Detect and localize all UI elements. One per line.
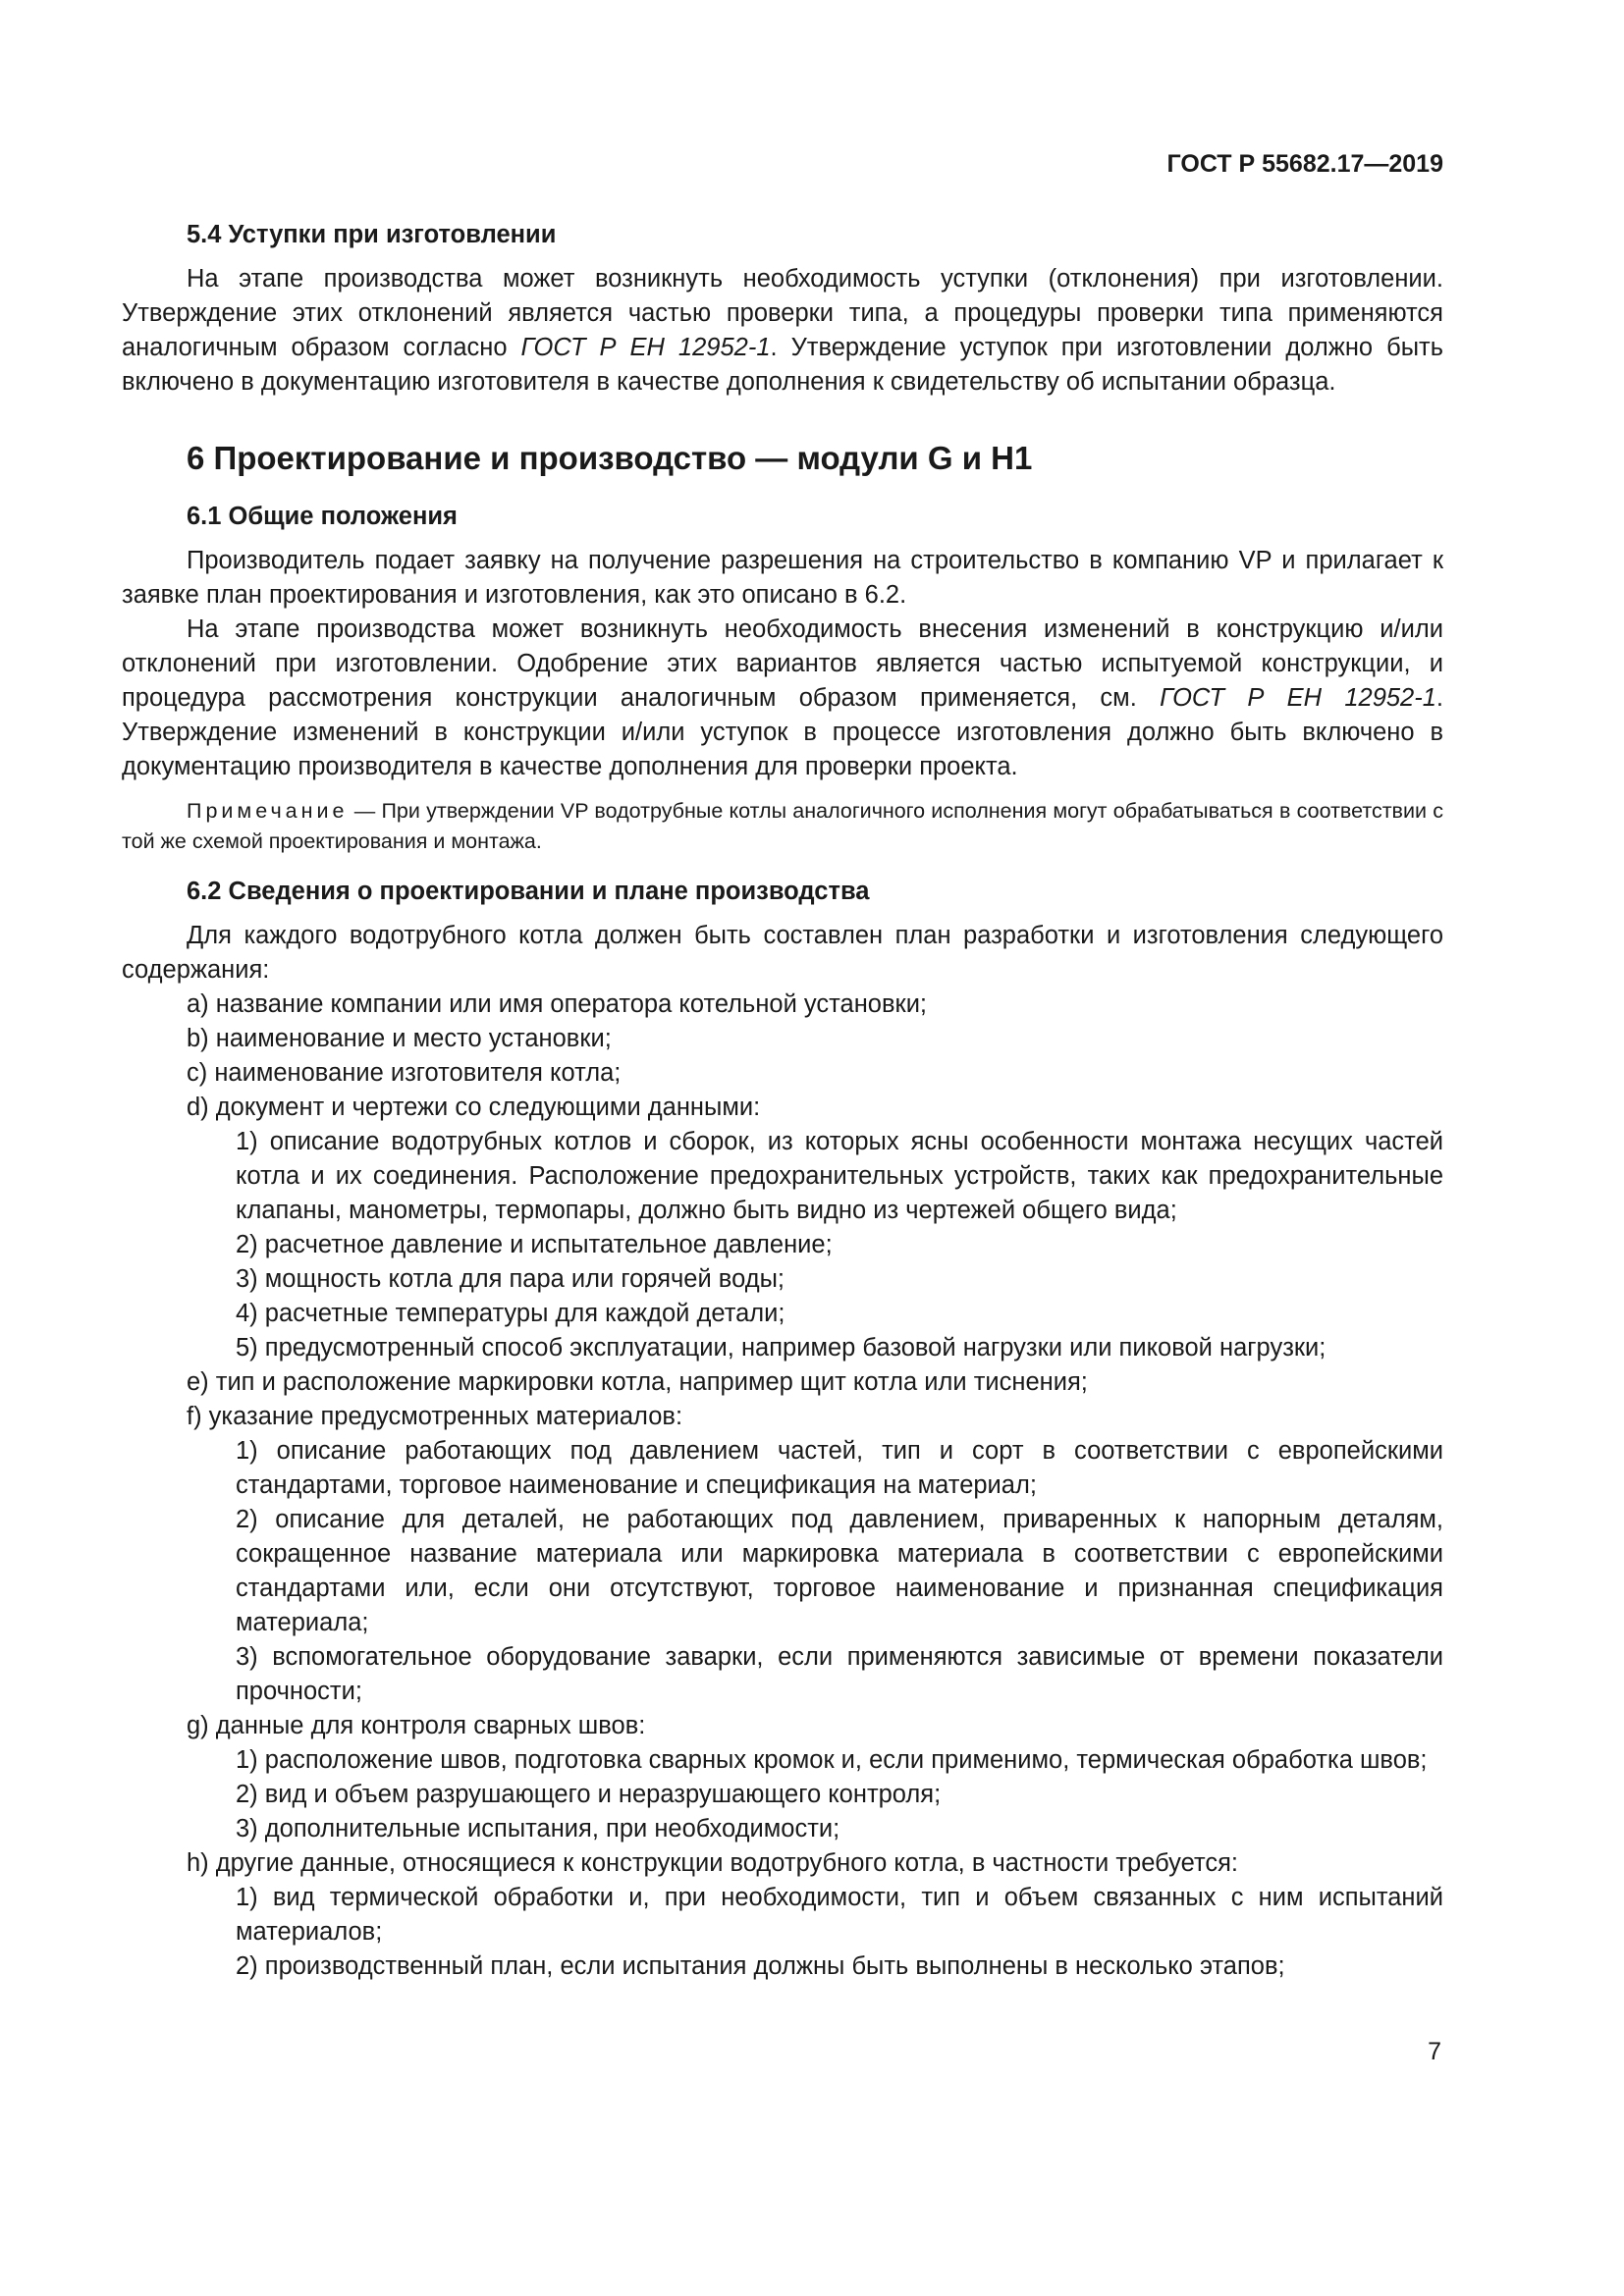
list-item-e: e) тип и расположение маркировки котла, например щит котла или тиснения; (187, 1368, 1088, 1396)
section-6-1-title: 6.1 Общие положения (187, 503, 458, 530)
list-item-f2: 2) описание для деталей, не работающих под давлением, приваренных к напорным деталям, сокращенное название материала или маркировка материала в соответствии с европейскими стандартами или, если они отсутствуют, торговое наименование и признанная спецификация материала; (236, 1506, 1443, 1636)
page-content (122, 218, 1443, 1984)
list-item-b: b) наименование и место установки; (187, 1025, 612, 1052)
list-item-f3: 3) вспомогательное оборудование заварки, если применяются зависимые от времени показатели прочности; (236, 1643, 1443, 1705)
text-run: На этапе производства может возникнуть необходимость внесения изменений в конструкцию и/или отклонений при изготовлении. Одобрение этих вариантов является частью испытуемой конструкции, и процедура рассмотрения конструкции аналогичным образом применяется, см. (122, 615, 1443, 712)
list-item-h: h) другие данные, относящиеся к конструкции водотрубного котла, в частности требуется: (187, 1849, 1238, 1877)
section-6-2-intro: Для каждого водотрубного котла должен быть составлен план разработки и изготовления следующего содержания: (122, 922, 1443, 984)
list-item-h1: 1) вид термической обработки и, при необходимости, тип и объем связанных с ним испытаний материалов; (236, 1884, 1443, 1946)
list-item-d1: 1) описание водотрубных котлов и сборок, из которых ясны особенности монтажа несущих частей котла и их соединения. Расположение предохранительных устройств, таких как предохранительные клапаны, манометры, термопары, должно быть видно из чертежей общего вида; (236, 1128, 1443, 1224)
note (122, 796, 1443, 857)
section-6-1-paragraph-2 (122, 613, 1443, 784)
list-item-h2: 2) производственный план, если испытания должны быть выполнены в несколько этапов; (236, 1952, 1285, 1980)
list-item-c: c) наименование изготовителя котла; (187, 1059, 622, 1087)
page-number: 7 (1428, 2038, 1441, 2065)
section-6-1-paragraph-1: Производитель подает заявку на получение разрешения на строительство в компанию VP и прилагает к заявке план проектирования и изготовления, как это описано в 6.2. (122, 547, 1443, 609)
text-run: . Утверждение изменений в конструкции и/или уступок в процессе изготовления должно быть включено в документацию производителя в качестве дополнения для проверки проекта. (122, 684, 1444, 780)
section-5-4-paragraph (122, 262, 1443, 400)
list-item-d: d) документ и чертежи со следующими данными: (187, 1094, 761, 1121)
list-item-g1: 1) расположение швов, подготовка сварных кромок и, если применимо, термическая обработка швов; (236, 1746, 1428, 1774)
text-run: На этапе производства может возникнуть необходимость уступки (отклонения) при изготовлении. Утверждение этих отклонений является частью проверки типа, а процедуры проверки типа применяются аналогичным образом согласно (122, 265, 1443, 361)
list-item-d4: 4) расчетные температуры для каждой детали; (236, 1300, 785, 1327)
text-run: . Утверждение уступок при изготовлении должно быть включено в документацию изготовителя в качестве дополнения к свидетельству об испытании образца. (122, 334, 1443, 396)
standard-reference: ГОСТ Р ЕН 12952-1 (1160, 684, 1436, 712)
note-label: Примечание (187, 799, 349, 823)
list-item-d5: 5) предусмотренный способ эксплуатации, например базовой нагрузки или пиковой нагрузки; (236, 1334, 1326, 1362)
section-5-4-title: 5.4 Уступки при изготовлении (187, 221, 557, 248)
list-item-g3: 3) дополнительные испытания, при необходимости; (236, 1815, 840, 1842)
list-item-f: f) указание предусмотренных материалов: (187, 1403, 683, 1430)
list-item-d3: 3) мощность котла для пара или горячей воды; (236, 1265, 785, 1293)
list-item-d2: 2) расчетное давление и испытательное давление; (236, 1231, 833, 1258)
standard-reference: ГОСТ Р ЕН 12952-1 (520, 334, 771, 361)
section-6-2-title: 6.2 Сведения о проектировании и плане производства (187, 878, 870, 905)
note-text: — При утверждении VP водотрубные котлы аналогичного исполнения могут обрабатываться в соответствии с той же схемой проектирования и монтажа. (122, 799, 1443, 853)
list-item-a: a) название компании или имя оператора котельной установки; (187, 990, 928, 1018)
section-6-title: 6 Проектирование и производство — модули G и H1 (187, 440, 1033, 476)
document-id-header: ГОСТ Р 55682.17—2019 (1166, 150, 1443, 178)
list-item-g2: 2) вид и объем разрушающего и неразрушающего контроля; (236, 1781, 942, 1808)
list-item-f1: 1) описание работающих под давлением частей, тип и сорт в соответствии с европейскими стандартами, торговое наименование и спецификация на материал; (236, 1437, 1443, 1499)
list-item-g: g) данные для контроля сварных швов: (187, 1712, 646, 1739)
